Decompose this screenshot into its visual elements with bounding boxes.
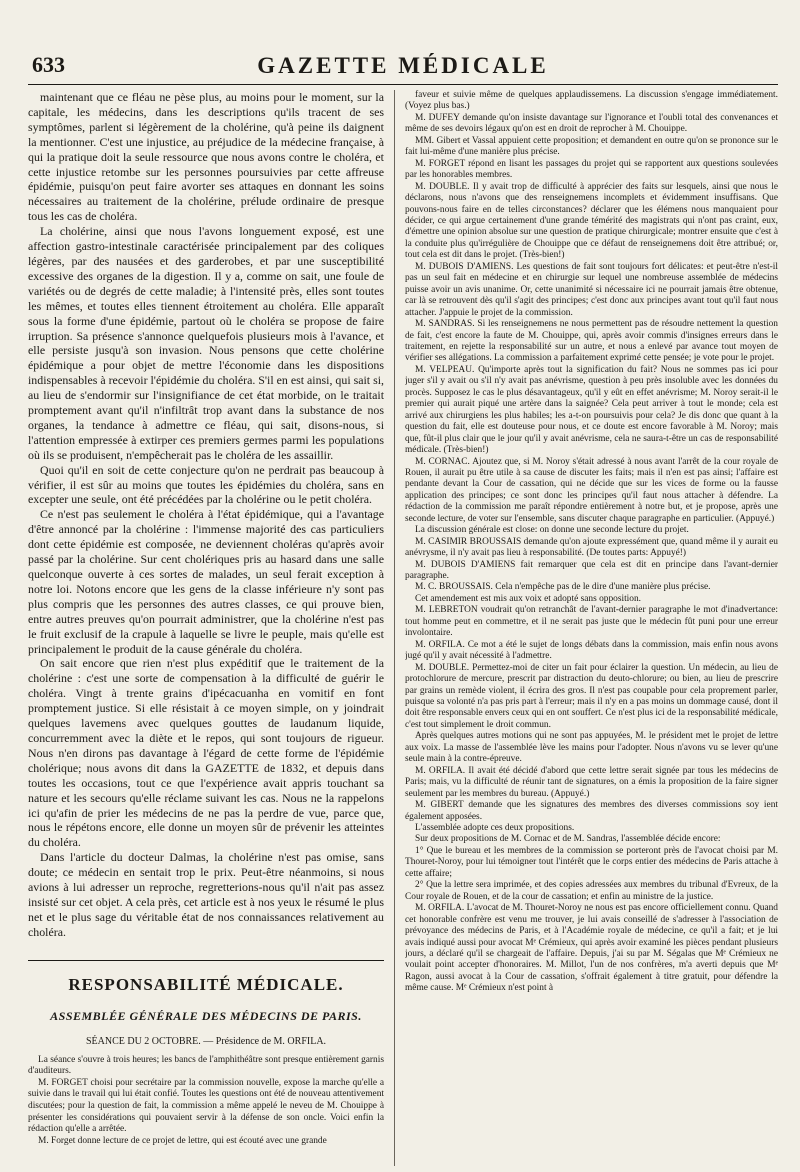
right-column (405, 90, 778, 1166)
debate-paragraph: M. ORFILA. Il avait été décidé d'abord que cette lettre serait signée par tous les médecins de Paris; mais, vu la difficulté de réunir tant de signatures, on a émis la proposition de la faire signer seulement par les membres du bureau. (Appuyé.) (405, 765, 778, 799)
debate-paragraph: L'assemblée adopte ces deux propositions. (415, 823, 575, 833)
debate-paragraph: M. FORGET répond en lisant les passages du projet qui se rapportent aux questions soulevées par les honorables membres. (405, 158, 778, 181)
report-paragraph: M. Forget donne lecture de ce projet de lettre, qui est écouté avec une grande (38, 1135, 327, 1146)
debate-paragraph: faveur et suivie même de quelques applaudissemens. La discussion s'engage immédiatement. (Voyez plus bas.) (405, 90, 778, 112)
section-divider (28, 940, 384, 961)
report-paragraph: La séance s'ouvre à trois heures; les bancs de l'amphithéâtre sont presque entièrement garnis d'auditeurs. (28, 1054, 384, 1077)
debate-paragraph: Sur deux propositions de M. Cornac et de M. Sandras, l'assemblée décide encore: (415, 834, 721, 845)
column-rule (394, 90, 395, 1166)
debate-paragraph: Après quelques autres motions qui ne sont pas appuyées, M. le président met le projet de lettre aux voix. La masse de l'assemblée lève les mains pour l'adopter. Nous n'avons vu se lever qu'une seule main à la contre-épreuve. (405, 731, 778, 765)
debate-paragraph: M. LEBRETON voudrait qu'on retranchât de l'avant-dernier paragraphe le mot d'inadvertance: tout homme peut en commettre, et il ne serait pas juste que le médecin fût puni pour une erreur involontaire. (405, 605, 778, 639)
article-paragraph: Dans l'article du docteur Dalmas, la cholérine n'est pas omise, sans doute; ce médecin en sentait trop le prix. Peut-être néanmoins, si nous avions à lui adresser un reproche, regretterions-nous qu'il n'ait pas assez insisté sur cet objet. A cela près, cet article est à nos yeux le résumé le plus net et le plus sage du véritable état de nos connaissances relativement au choléra. (28, 850, 384, 939)
debate-paragraph: M. CASIMIR BROUSSAIS demande qu'on ajoute expressément que, quand même il y aurait eu anévrysme, il n'y avait pas lieu à responsabilité. (De toutes parts: Appuyé!) (405, 536, 778, 559)
debate-paragraph: M. SANDRAS. Si les renseignemens ne nous permettent pas de résoudre nettement la question de fait, c'est encore la faute de M. Chouippe, qui, après avoir commis d'insignes erreurs dans le traitement, en rejette la responsabilité sur un autre, et nous a enlevé par avance tout moyen de vérifier ses allégations. La commission a parfaitement exprimé cette pensée; je vote pour le projet. (405, 319, 778, 364)
debate-paragraph: MM. Gibert et Vassal appuient cette proposition; et demandent en outre qu'on se prononce sur le fait lui-même d'une manière plus précise. (405, 135, 778, 158)
article-paragraph: On sait encore que rien n'est plus expéditif que le traitement de la cholérine : c'est une sorte de compensation à la difficulté de guérir le choléra. Vingt à trente grains d'ipécacuanha en vomitif en font promptement justice. Si elle résistait à ce moyen simple, on y joindrait quelques lavemens avec quelques gouttes de laudanum liquide, concurremment avec la diète et le repos, qui sont toujours de rigueur. Nous n'en dirons pas davantage à l'égard de cette forme de l'épidémie cholérique; nous avons dit dans la GAZETTE de 1832, et depuis dans toutes les occasions, tout ce que l'expérience avait appris touchant sa nature et les secours qu'elle réclame suivant les cas. Nous ne la rappelons ici qu'afin de prier les médecins de ne pas la perdre de vue, parce que, nous le répétons encore, elle donne un moyen sûr de prévenir les atteintes du choléra. (28, 656, 384, 850)
debate-paragraph: 1° Que le bureau et les membres de la commission se porteront près de l'avocat choisi par M. Thouret-Noroy, pour lui témoigner tout l'intérêt que le corps entier des médecins de Paris attache à cette affaire; (405, 845, 778, 879)
debate-paragraph: M. ORFILA. L'avocat de M. Thouret-Noroy ne nous est pas encore officiellement connu. Quand cet honorable confrère est venu me trouver, je lui avais conseillé de s'adresser à l'association de prévoyance des médecins de Paris, et à l'Académie royale de médecine, ce qu'il a fait; et je lui avais indiqué aussi pour avocat Mᵉ Crémieux, qui après avoir examiné les pièces pendant plusieurs jours, a déclaré qu'il se chargeait de l'affaire. Depuis, j'ai su par M. Ségalas que Mᵉ Crémieux ne voulait point accepter d'honoraires. M. Millot, l'un de nos confrères, m'a averti depuis que Mᵉ Ragon, aussi avocat à la Cour de cassation, s'offrait également à titre gratuit, pour défendre la même cause. Mᵉ Crémieux n'est point à (405, 903, 778, 994)
report-paragraph: M. FORGET choisi pour secrétaire par la commission nouvelle, expose la marche qu'elle a suivie dans le travail qui lui était confié. Toutes les questions ont été de nouveau attentivement discutées; pour la question de fait, la commission a même appelé le neveu de M. Chouippe à présenter les considérations qui pouvaient servir à la défense de son oncle. Voici enfin la rédaction qu'elle a arrêtée. (28, 1077, 384, 1135)
debate-paragraph: M. DUFEY demande qu'on insiste davantage sur l'ignorance et l'oubli total des convenances et même de ses devoirs légaux qu'on est en droit de reprocher à M. Chouippe. (405, 112, 778, 135)
article-body (28, 90, 384, 940)
article-paragraph: maintenant que ce fléau ne pèse plus, au moins pour le moment, sur la capitale, les médecins, dans les descriptions qu'ils tracent de ses symptômes, parlent si légèrement de la cholérine, qu'à peine ils daignent la mentionner. C'est une injustice, au préjudice de la médecine française, à qui la pratique doit la seule ressource que nous avons contre le choléra, et cette injustice retombe sur les personnes poursuivies par cette affreuse épidémie, puisqu'on peut faire avorter ses attaques en donnant les soins nécessaires au traitement de la cholérine, prélude ordinaire de presque tous les cas de choléra. (28, 90, 384, 224)
debate-paragraph: M. DUBOIS D'AMIENS. Les questions de fait sont toujours fort délicates: et peut-être n'est-il pas un seul fait en médecine et en chirurgie sur lequel une nombreuse assemblée de médecins puisse avoir un avis unanime. Or, cette unanimité si nécessaire ici ne pourrait jamais être obtenue, car là se retrouvent dès qu'il s'agit des principes; c'est donc aux principes avant tout qu'il faut nous attacher. J'appuie le projet de la commission. (405, 261, 778, 318)
debate-paragraph: M. DOUBLE. Permettez-moi de citer un fait pour éclairer la question. Un médecin, au lieu de protochlorure de mercure, prescrit par distraction du deuto-chlorure; ou bien, au lieu de prescrire par grains un remède violent, il écrira des gros. Il n'est pas coupable pour cela proprement parler, puisque sa volonté n'a pas pris part à l'erreur; mais il n'y en a pas moins un dommage causé, dont il doit être responsable envers ceux qui en ont souffert. Ce n'est plus ici de la responsabilité médicale, c'est tout simplement le droit commun. (405, 662, 778, 730)
section-subtitle: ASSEMBLÉE GÉNÉRALE DES MÉDECINS DE PARIS. (50, 1008, 362, 1023)
page-header (28, 48, 778, 85)
debate-paragraph: M. GIBERT demande que les signatures des membres des diverses commissions soy ient également apposées. (405, 800, 778, 822)
debate-paragraph: M. VELPEAU. Qu'importe après tout la signification du fait? Nous ne sommes pas ici pour juger s'il y avait ou s'il n'y avait pas anévrisme, question à peu près insoluble avec les données du procès. Supposez le cas le plus désavantageux, qu'il y eût en effet anévrisme; M. Noroy serait-il le premier qui aurait piqué une artère dans la saignée? Cela peut arriver à tout le monde; cela est arrivé aux chirurgiens les plus habiles; les a-t-on poursuivis pour cela? Je dis donc que quant à la question du fait, elle est douteuse pour nous, et ce doute est encore favorable à M. Noroy; mais que, fût-il plus clair que le jour qu'il y avait anévrisme, cela ne saura-t-être un cas de responsabilité médicale. (Très-bien!) (405, 364, 778, 456)
debate-paragraph: M. C. BROUSSAIS. Cela n'empêche pas de le dire d'une manière plus précise. (415, 582, 711, 593)
article-paragraph: Quoi qu'il en soit de cette conjecture qu'on ne perdrait pas beaucoup à vérifier, il est sûr au moins que toutes les épidémies du choléra, sans en excepter une seule, ont été précédées par la cholérine ou le petit choléra. (28, 462, 384, 507)
debate-paragraph: M. ORFILA. Ce mot a été le sujet de longs débats dans la commission, mais enfin nous avons jugé qu'il y avait nécessité à l'admettre. (405, 639, 778, 662)
debate-paragraph: M. DUBOIS D'AMIENS fait remarquer que cela est dit en principe dans l'avant-dernier paragraphe. (405, 559, 778, 582)
debate-paragraph: 2° Que la lettre sera imprimée, et des copies adressées aux membres du tribunal d'Evreux, de la Cour royale de Rouen, et de la cour de cassation; et enfin au ministre de la justice. (405, 880, 778, 902)
section-title: RESPONSABILITÉ MÉDICALE. (68, 974, 344, 994)
session-line: SÉANCE DU 2 OCTOBRE. — Présidence de M. ORFILA. (85, 1035, 327, 1047)
debate-paragraph: Cet amendement est mis aux voix et adopté sans opposition. (415, 593, 642, 604)
article-paragraph: La cholérine, ainsi que nous l'avons longuement exposé, est une affection gastro-intestinale caractérisée principalement par des coliques légères, par des nausées et des garderobes, et par une susceptibilité excessive des organes de la digestion. Il y a, comme on sait, une foule de variétés ou de degrés de cette maladie; à l'intensité près, elles sont toutes les mêmes, et toutes elles tiennent étroitement au choléra. Elle apparaît sous la forme d'une épidémie, partout où le choléra se propose de faire irruption. Sa présence s'annonce quelquefois plusieurs mois à l'avance, et elle persiste jusqu'à son invasion. Nous pensons que cette cholérine épidémique a pour objet de mettre l'économie dans les dispositions indispensables à recevoir l'épidémie du choléra. S'il en est ainsi, qui sait si, au lieu de s'endormir sur l'insignifiance de cet état morbide, on le traitait promptement avant qu'il n'infiltrât trop avant dans la substance de nos organes, la tendance à admettre ce fléau, qui sait, disons-nous, si l'attention empressée à extirper ces premiers germes parmi les populations où ils se produisent, n'empêcherait pas le choléra de les assaillir. (28, 224, 384, 462)
left-column (28, 90, 384, 1166)
debate-paragraph: M. CORNAC. Ajoutez que, si M. Noroy s'était adressé à nous avant l'arrêt de la cour royale de Rouen, il aurait pu être utile à sa cause de discuter les faits; mais il n'en est pas ainsi; l'affaire est pendante devant la Cour de cassation, qui ne décide que sur les vices de forme ou la fausse application des principes; ce sont donc les principes qu'il faut nous attacher à défendre. La rédaction de la commission me paraît répondre entièrement à notre but, et je propose, après une seconde lecture, de voter sur l'ensemble, sans discuter chaque paragraphe en particulier. (Appuyé.) (405, 456, 778, 524)
masthead-title: GAZETTE MÉDICALE (257, 53, 549, 78)
session-report (28, 1055, 384, 1148)
article-paragraph: Ce n'est pas seulement le choléra à l'état épidémique, qui a l'avantage d'être annoncé par la cholérine : l'immense majorité des cas particuliers dont cette épidémie est composée, ne deviennent choléras qu'après avoir passé par la cholérine. Sur cent cholériques pris au hasard dans une salle quelconque ouverte à ces sortes de malades, un seul ferait exception à notre loi. Notons encore que les gens de la classe inférieure n'y sont pas plus compris que les personnes des autres classes, ce qui prouve bien, entre autres preuves qu'on pourrait administrer, que la cholérine n'est pas le fruit exclusif de la crapule à laquelle se livre le peuple, mais qu'elle est principalement le produit de la cause générale du choléra. (28, 507, 384, 656)
debate-paragraph: La discussion générale est close: on donne une seconde lecture du projet. (415, 525, 689, 536)
debate-paragraph: M. DOUBLE. Il y avait trop de difficulté à apprécier des faits sur lesquels, ainsi que nous le déclarons, nous n'avons que des renseignemens incomplets et évidemment insuffisans. Que pouvons-nous faire en de telles circonstances? déclarer que les élémens nous manquaient pour décider, ce qui argue certainement d'une grande témérité des magistrats qui n'ont pas craint, eux, d'émettre une opinion absolue sur une question de pratique chirurgicale; montrer ensuite que c'est à la conduite plus qu'irrégulière de Chouippe que ce défaut de renseignemens doit être attribué; or, tout cela est dit dans le projet. (Très-bien!) (405, 181, 778, 261)
page-number: 633 (32, 52, 65, 77)
